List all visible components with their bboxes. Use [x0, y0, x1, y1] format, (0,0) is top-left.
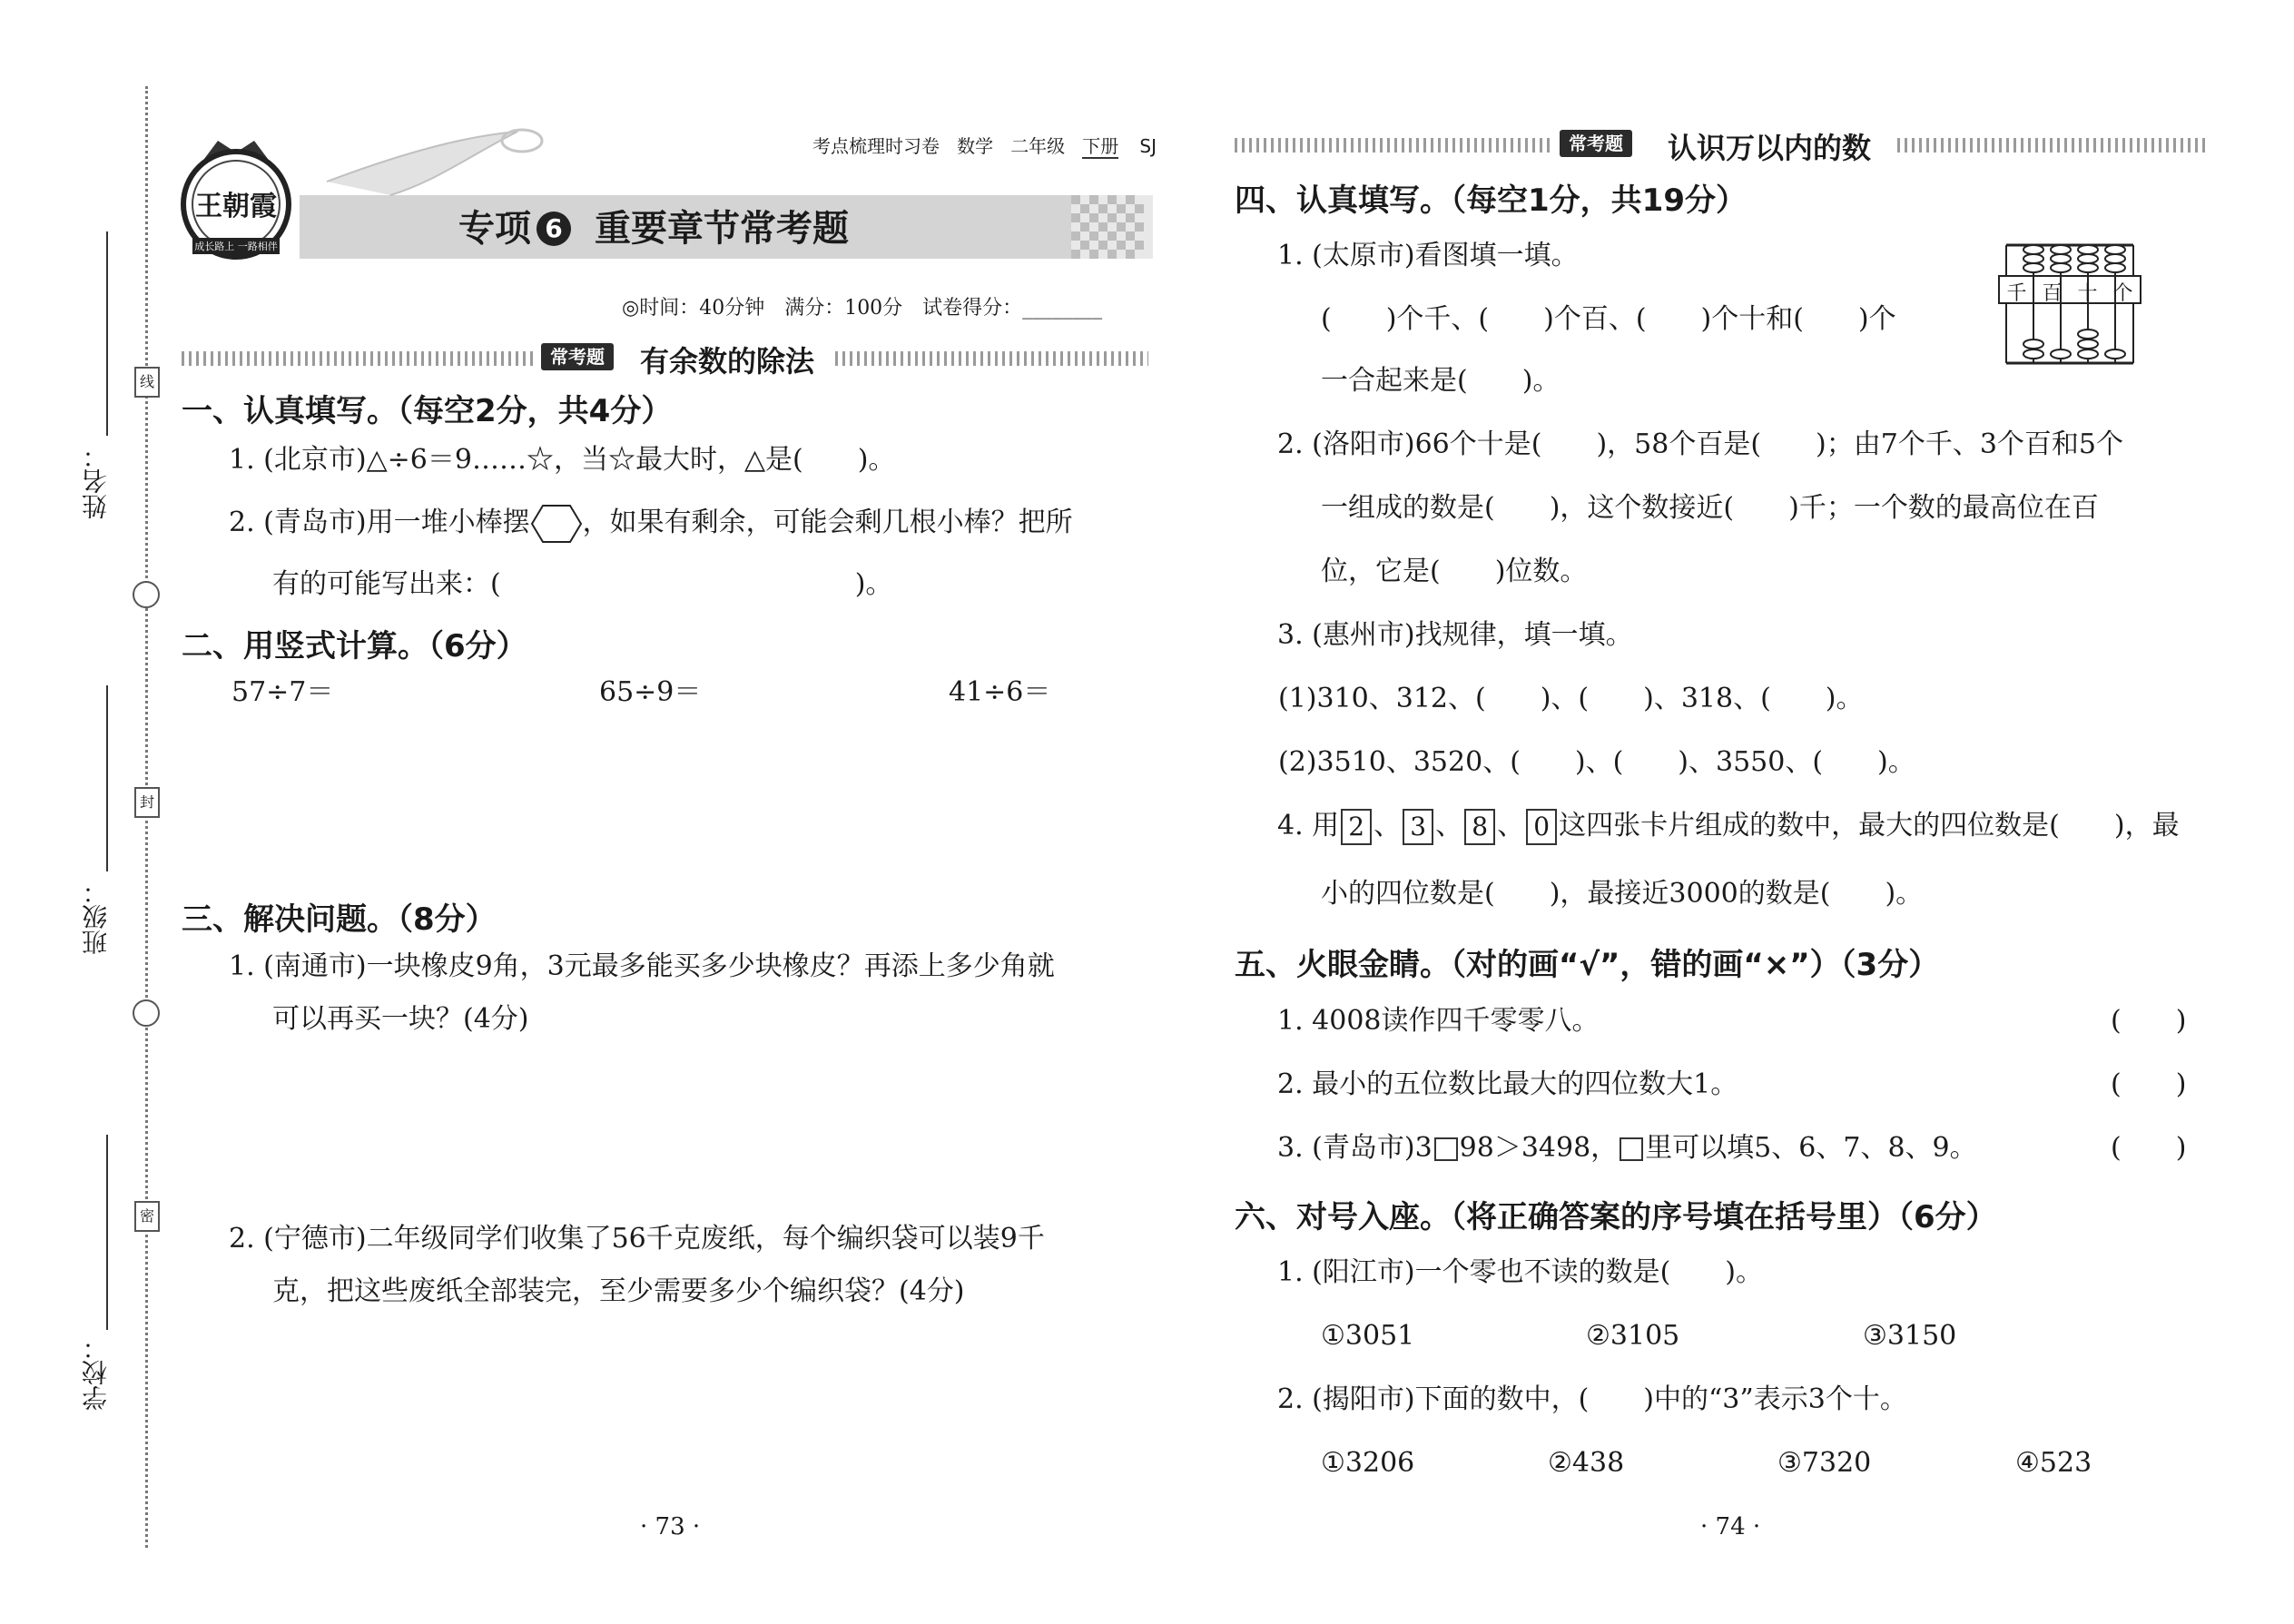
choice-option: ①3206	[1321, 1447, 1415, 1479]
name-label: 姓名：	[81, 443, 111, 519]
abacus-label-tens: 十	[2077, 282, 2098, 305]
abacus-label-hundreds: 百	[2042, 282, 2063, 305]
question-3-1-cont: 可以再买一块？(4分)	[272, 1003, 529, 1035]
class-blank[interactable]	[106, 685, 108, 871]
abacus-bead	[2023, 340, 2043, 349]
edition: SJ	[1139, 135, 1157, 157]
school-blank[interactable]	[106, 1135, 108, 1330]
choice-option: ①3051	[1321, 1320, 1415, 1352]
number-card: 2	[1341, 809, 1372, 845]
page-number-left: · 73 ·	[640, 1513, 701, 1540]
question-4-3-2[interactable]: (2)3510、3520、( )、( )、3550、( )。	[1278, 746, 1915, 778]
blank-square-icon	[1620, 1137, 1643, 1161]
subject: 数学	[957, 135, 994, 157]
question-text: 98＞3498，	[1459, 1132, 1619, 1164]
abacus-bead	[2078, 330, 2098, 339]
section-heading: 四、认真填写。（每空1分，共19分）	[1235, 182, 1747, 219]
section-heading: 三、解决问题。（8分）	[182, 901, 497, 938]
frequent-tag: 常考题	[1560, 130, 1632, 157]
topic-divider	[182, 351, 536, 366]
choice-option: ③3150	[1863, 1320, 1957, 1352]
title-prefix: 专项	[458, 208, 531, 250]
calc-item[interactable]: 65÷9＝	[599, 676, 702, 708]
choice-option: ②3105	[1586, 1320, 1680, 1352]
question-text: 4. 用	[1277, 810, 1340, 842]
name-blank[interactable]	[106, 231, 108, 436]
number-card: 8	[1464, 809, 1495, 845]
question-3-1: 1. (南通市)一块橡皮9角，3元最多能买多少块橡皮？再添上多少角就	[229, 950, 1055, 982]
calc-item[interactable]: 57÷7＝	[231, 676, 334, 708]
question-3-2: 2. (宁德市)二年级同学们收集了56千克废纸，每个编织袋可以装9千	[229, 1223, 1045, 1255]
section-heading: 二、用竖式计算。（6分）	[182, 628, 527, 664]
judge-item: 1. 4008读作四千零零八。	[1277, 1005, 1600, 1037]
choice-option: ②438	[1548, 1447, 1625, 1479]
question-1-2	[229, 504, 1073, 544]
series-info	[812, 132, 1157, 158]
abacus-figure	[1997, 238, 2142, 367]
series-name: 考点梳理时习卷	[812, 135, 940, 157]
volume: 下册	[1082, 135, 1119, 157]
page-title	[458, 200, 849, 251]
binding-mark-secret: 密	[134, 1201, 160, 1232]
topic-divider	[1897, 138, 2206, 153]
abacus-label-ones: 个	[2112, 282, 2133, 305]
choice-question[interactable]: 2. (揭阳市)下面的数中，( )中的“3”表示3个十。	[1277, 1383, 1907, 1415]
question-text: ，如果有剩余，可能会剩几根小棒？把所	[582, 507, 1073, 538]
question-text: 这四张卡片组成的数中，最大的四位数是( )，最	[1559, 810, 2180, 842]
question-text: 里可以填5、6、7、8、9。	[1645, 1132, 1977, 1164]
abacus-bead	[2078, 340, 2098, 349]
judge-bracket[interactable]: ( )	[2111, 1132, 2187, 1164]
binding-mark-line: 线	[134, 367, 160, 398]
section-heading: 一、认真填写。（每空2分，共4分）	[182, 393, 673, 429]
judge-item	[1277, 1130, 1977, 1166]
blank-square-icon	[1434, 1137, 1458, 1161]
topic-title: 有余数的除法	[640, 344, 815, 379]
hexagon-icon	[530, 504, 583, 544]
grade: 二年级	[1010, 135, 1066, 157]
abacus-bead	[2105, 349, 2125, 359]
question-4-1: 1. (太原市)看图填一填。	[1277, 240, 1579, 271]
binding-ring-icon	[133, 581, 160, 608]
number-card: 3	[1403, 809, 1433, 845]
binding-mark-seal: 封	[134, 787, 160, 818]
separator: 、	[1373, 810, 1402, 842]
section-heading: 五、火眼金睛。（对的画“√”，错的画“×”）（3分）	[1235, 947, 1940, 983]
exam-info: ◎时间：40分钟 满分：100分 试卷得分：________	[622, 297, 1103, 320]
topic-divider	[1235, 138, 1552, 153]
class-label: 班级：	[81, 879, 111, 955]
page-number-right: · 74 ·	[1700, 1513, 1761, 1540]
frequent-tag: 常考题	[541, 343, 614, 370]
logo-motto: 成长路上 一路相伴	[194, 241, 278, 252]
section-heading: 六、对号入座。（将正确答案的序号填在括号里）（6分）	[1235, 1199, 1997, 1235]
question-text: 2. (青岛市)用一堆小棒摆	[229, 507, 530, 538]
answer-line[interactable]: 有的可能写出来：( )。	[272, 568, 893, 600]
title-main: 重要章节常考题	[595, 208, 849, 250]
abacus-bead	[2078, 349, 2098, 359]
school-label: 学校：	[81, 1334, 111, 1411]
judge-item: 2. 最小的五位数比最大的四位数大1。	[1277, 1068, 1738, 1100]
question-4-2-cont[interactable]: 位，它是( )位数。	[1321, 556, 1588, 587]
topic-title: 认识万以内的数	[1668, 131, 1872, 165]
choice-question[interactable]: 1. (阳江市)一个零也不读的数是( )。	[1277, 1256, 1763, 1288]
calc-item[interactable]: 41÷6＝	[949, 676, 1051, 708]
abacus-bead	[2051, 349, 2071, 359]
number-card: 0	[1526, 809, 1557, 845]
question-4-2[interactable]: 2. (洛阳市)66个十是( )，58个百是( )；由7个千、3个百和5个	[1277, 428, 2123, 460]
question-4-3-1[interactable]: (1)310、312、( )、( )、318、( )。	[1278, 683, 1864, 714]
publisher-logo	[172, 136, 300, 263]
topic-divider	[835, 351, 1148, 366]
question-4-1-blanks[interactable]: ( )个千、( )个百、( )个十和( )个	[1321, 303, 1896, 335]
question-1-1: 1. (北京市)△÷6＝9……☆，当☆最大时，△是( )。	[229, 444, 896, 476]
choice-option: ③7320	[1777, 1447, 1872, 1479]
question-4-3: 3. (惠州市)找规律，填一填。	[1277, 619, 1633, 651]
judge-bracket[interactable]: ( )	[2111, 1005, 2187, 1037]
question-4-4[interactable]	[1277, 808, 2180, 845]
abacus-label-thousands: 千	[2006, 282, 2027, 305]
abacus-bead	[2023, 349, 2043, 359]
judge-bracket[interactable]: ( )	[2111, 1068, 2187, 1100]
choice-option: ④523	[2015, 1447, 2092, 1479]
question-3-2-cont: 克，把这些废纸全部装完，至少需要多少个编织袋？(4分)	[272, 1275, 965, 1307]
separator: 、	[1497, 810, 1525, 842]
logo-name: 王朝霞	[195, 191, 277, 222]
question-4-1-cont[interactable]: 一合起来是( )。	[1321, 365, 1561, 397]
question-4-2-cont[interactable]: 一组成的数是( )，这个数接近( )千；一个数的最高位在百	[1321, 492, 2099, 524]
separator: 、	[1435, 810, 1463, 842]
title-number-badge: 6	[537, 212, 571, 246]
question-4-4-cont[interactable]: 小的四位数是( )，最接近3000的数是( )。	[1321, 878, 1924, 910]
question-text: 3. (青岛市)3	[1277, 1132, 1433, 1164]
abacus-labels	[1999, 278, 2141, 306]
binding-ring-icon	[133, 999, 160, 1027]
